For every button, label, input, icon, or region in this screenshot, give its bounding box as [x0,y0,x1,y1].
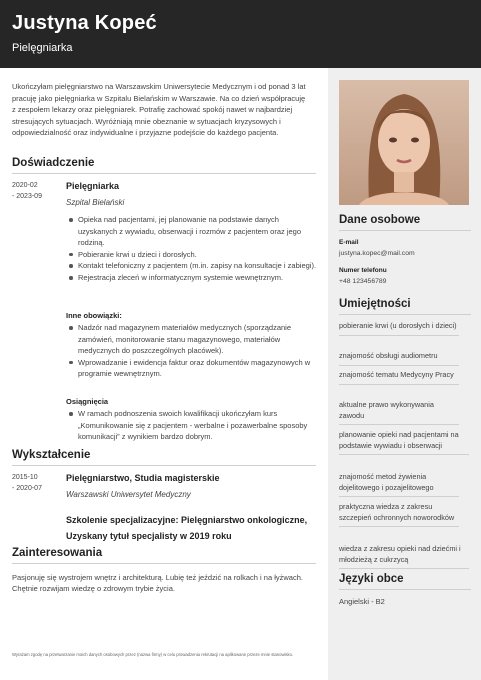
list-item: Wprowadzanie i ewidencja faktur oraz dokumentów magazynowych w programie wewnętrznym. [78,357,320,380]
other-duties-list [68,322,320,380]
experience-heading: Doświadczenie [12,157,316,174]
portrait-photo-icon [339,80,469,205]
skill-item: znajomość obsługi audiometru [339,351,459,366]
job-position: Pielęgniarka [66,181,120,191]
list-item: Nadzór nad magazynem materiałów medycznych (sporządzanie zamówień, monitorowanie stanu magazynowego, materiałów medycznych do poszczególnych placówek). [78,322,320,357]
education-degree: Pielęgniarstwo, Studia magisterskie [66,473,220,483]
education-date-from: 2015-10 [12,474,38,481]
education-extra: Szkolenie specjalizacyjne: Pielęgniarstwo onkologiczne, Uzyskany tytuł specjalisty w 2019 roku [66,515,308,541]
candidate-role: Pielęgniarka [12,42,73,54]
skill-item: aktualne prawo wykonywania zawodu [339,400,459,425]
list-item: W ramach podnoszenia swoich kwalifikacji ukończyłam kurs „Komunikowanie się z pacjentem - werbalne i pozawerbalne sposoby komunikacji” z wynikiem bardzo dobrym. [78,408,320,443]
interests-heading: Zainteresowania [12,547,316,564]
education-school: Warszawski Uniwersytet Medyczny [66,490,191,499]
language-item: Angielski - B2 [339,597,385,606]
summary-text: Ukończyłam pielęgniarstwo na Warszawskim Uniwersytecie Medycznym i od ponad 3 lat pracuję jako pielęgniarka w Szpitalu Bielańskim w Warszawie. Na co dzień współpracuję z zespołem lekarzy oraz pielęgniarek. Potrafię zachować spokój nawet w najbardziej stresujących sytuacjach. Wyróżniają mnie obeznanie w sytuacjach kryzysowych i odpowiedzialność oraz indywidualne i przyjazne podejście do każdego pacjenta. [12,82,306,137]
portrait-photo [339,80,469,205]
education-date-to: - 2020-07 [12,485,42,492]
languages-heading: Języki obce [339,573,471,590]
consent-clause: Wyrażam zgodę na przetwarzanie moich danych osobowych przez (nazwa firmy) w celu prowadzenia rekrutacji na aplikowane przeze mnie stanowisko. [12,652,294,657]
job-duties-list [68,214,320,284]
email-value[interactable]: justyna.kopec@mail.com [339,250,415,257]
skills-heading: Umiejętności [339,298,471,315]
candidate-name: Justyna Kopeć [12,12,157,34]
skill-item: znajomość metod żywienia dojelitowego i pozajelitowego [339,472,459,497]
email-label: E-mail [339,239,359,246]
personal-heading: Dane osobowe [339,214,471,231]
interests-text: Pasjonuję się wystrojem wnętrz i architekturą. Lubię też jeździć na rolkach i na łyżwach. Chętnie rozwijam wiedzę o zdrowym trybie życia. [12,573,303,593]
list-item: Pobieranie krwi u dzieci i dorosłych. [78,249,320,261]
phone-value: +48 123456789 [339,278,387,285]
education-heading: Wykształcenie [12,449,316,466]
achievements-heading: Osiągnięcia [66,397,109,406]
skill-item: pobieranie krwi (u dorosłych i dzieci) [339,321,459,336]
list-item: Opieka nad pacjentami, jej planowanie na podstawie danych uzyskanych z wywiadu, obserwacji i rozmów z pacjentem oraz jego rodziną. [78,214,320,249]
skill-item: wiedza z zakresu opieki nad dziećmi i młodzieżą z cukrzycą [339,544,469,569]
experience-date-from: 2020-02 [12,182,38,189]
achievements-list [68,408,320,443]
other-duties-heading: Inne obowiązki: [66,311,122,320]
header [0,0,481,68]
experience-date-to: - 2023-09 [12,193,42,200]
skill-item: znajomość tematu Medycyny Pracy [339,370,459,385]
list-item: Rejestracja zleceń w informatycznym systemie wewnętrznym. [78,272,320,284]
phone-label: Numer telefonu [339,267,387,274]
list-item: Kontakt telefoniczny z pacjentem (m.in. zapisy na konsultacje i zabiegi). [78,260,320,272]
skill-item: praktyczna wiedza z zakresu szczepień ochronnych noworodków [339,502,459,527]
job-employer: Szpital Bielański [66,198,125,207]
skill-item: planowanie opieki nad pacjentami na podstawie wywiadu i obserwacji [339,430,469,455]
